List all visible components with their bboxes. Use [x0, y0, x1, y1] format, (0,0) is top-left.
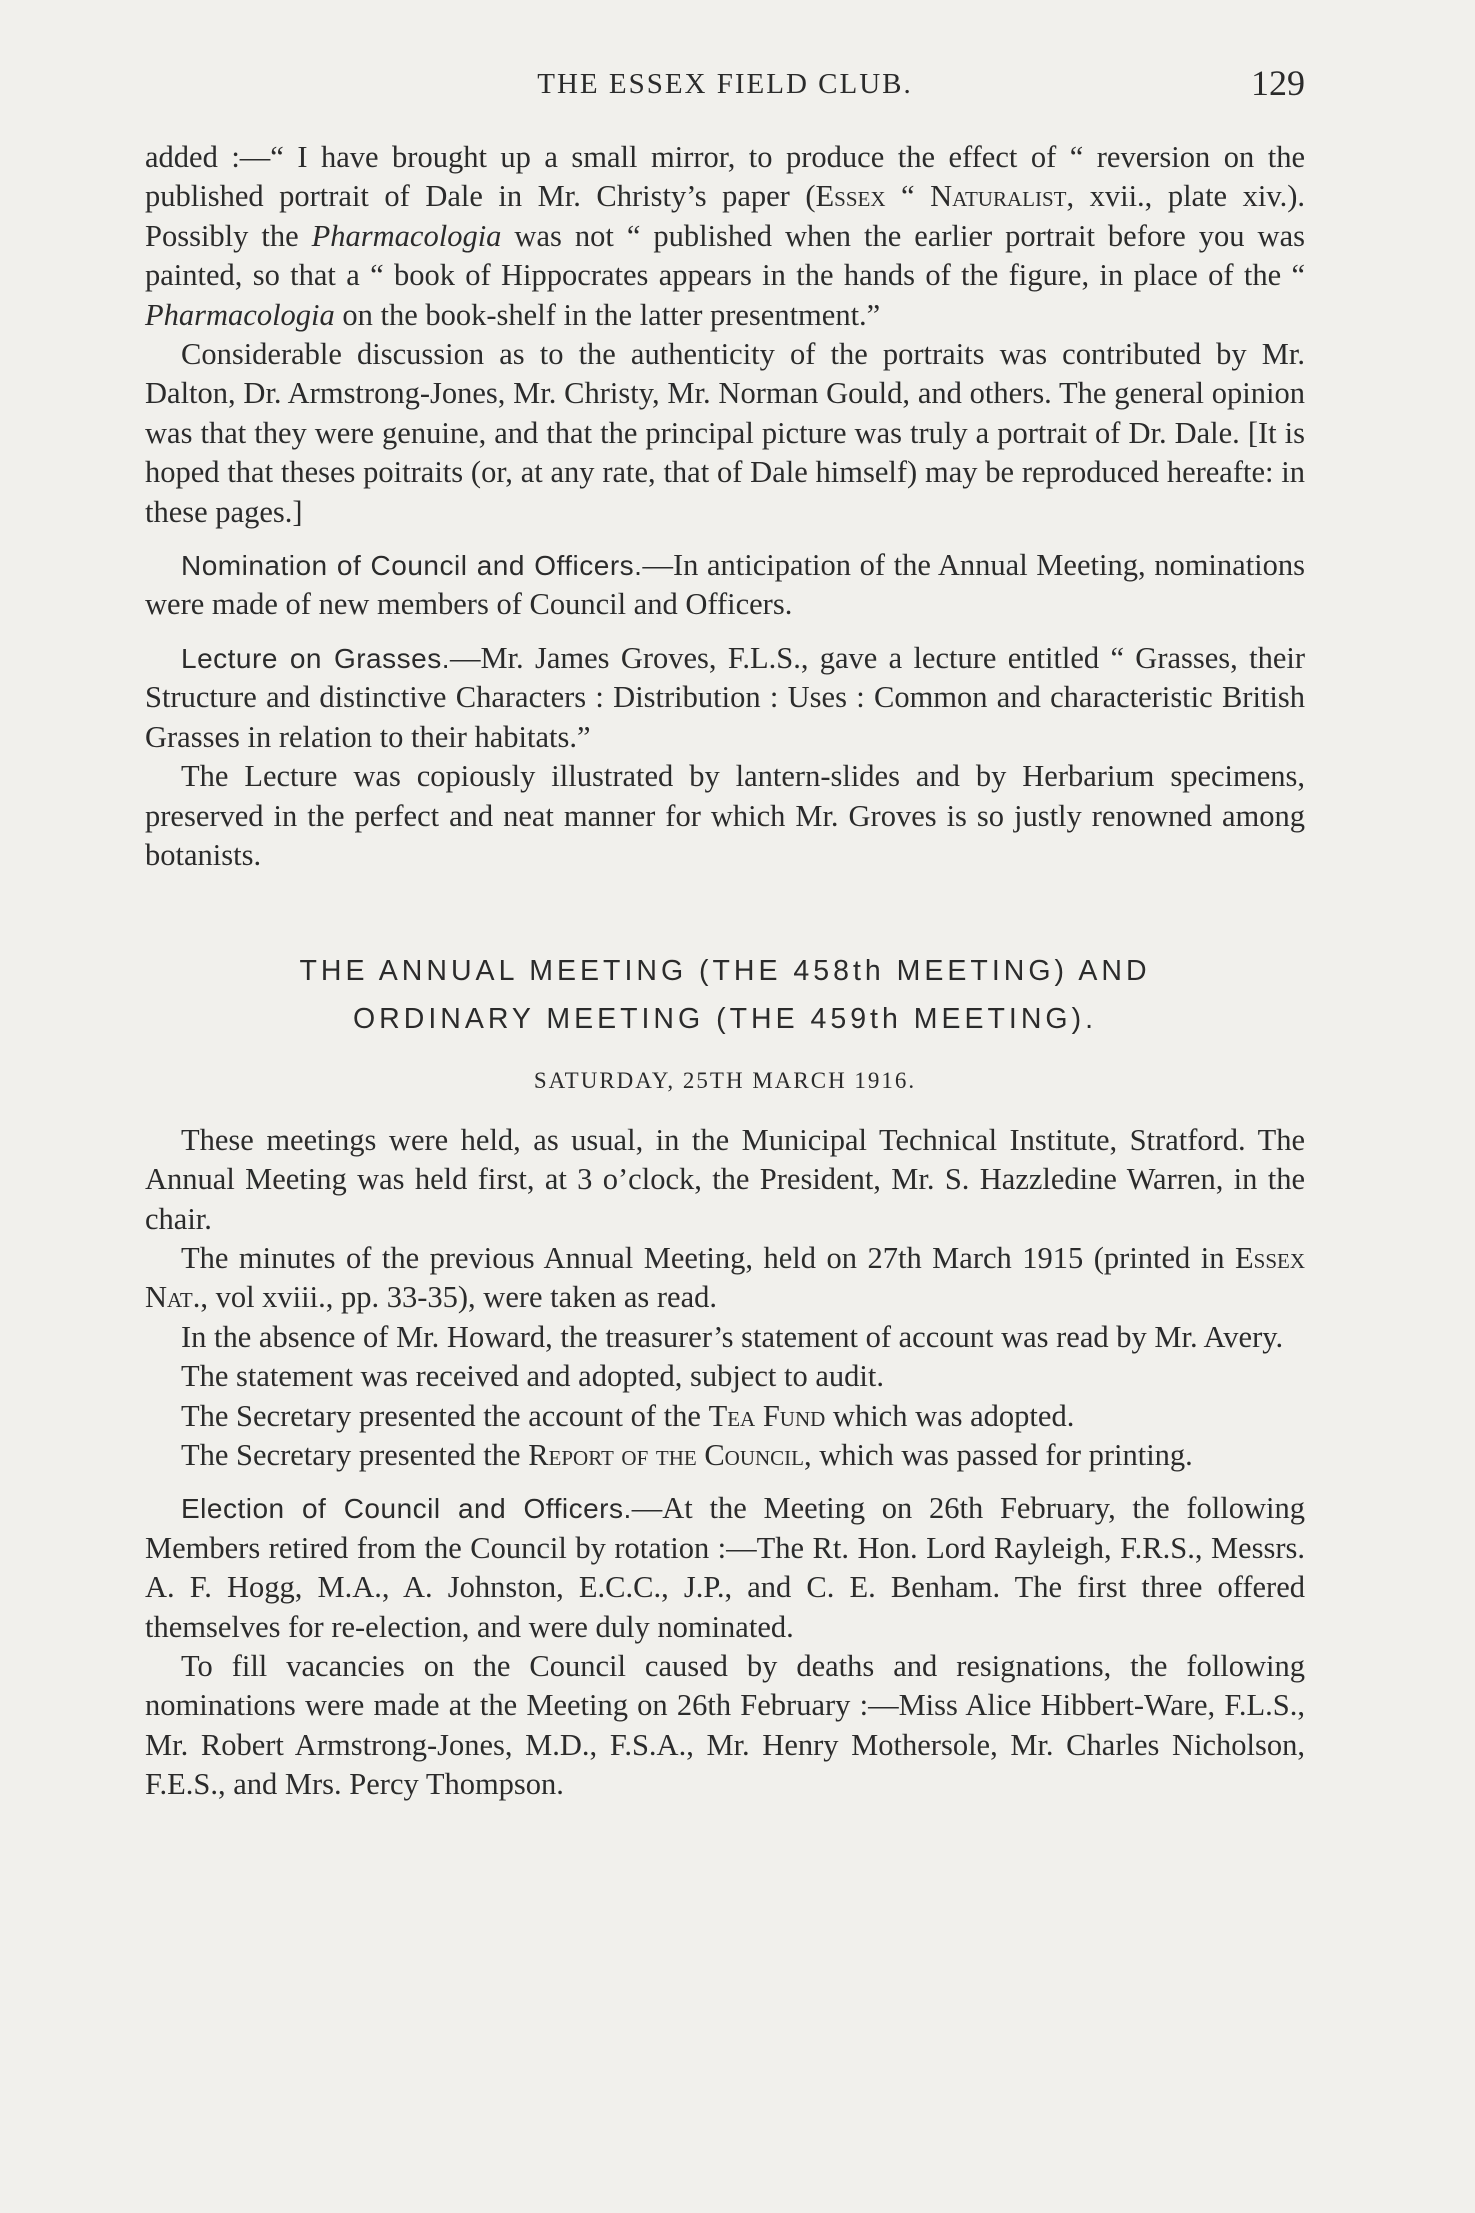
small-caps-run: Essex Nat. [145, 1240, 1305, 1315]
text-run: , vol xviii., pp. 33-35), were taken as read. [200, 1280, 717, 1315]
text-run: The Secretary presented the account of the [181, 1398, 709, 1433]
page-body [145, 138, 1305, 1805]
text-run: “ [901, 179, 931, 214]
page-number: 129 [1251, 63, 1305, 103]
absence-paragraph: In the absence of Mr. Howard, the treasurer’s statement of account was read by Mr. Avery. [181, 1319, 1284, 1354]
text-run: —In anticipation of the Annual Meeting, nominations were made of new members of Council and Officers. [145, 548, 1306, 622]
small-caps-run: Report of the Council [528, 1437, 804, 1472]
small-caps-run: Essex [815, 179, 886, 214]
lecture-illustrated-paragraph: The Lecture was copiously illustrated by lantern-slides and by Herbarium specimens, preserved in the perfect and neat manner for which Mr. Groves is so justly renowned among botanists. [145, 759, 1305, 872]
election-paragraph [145, 1489, 1305, 1647]
text-run: , xvii., plate xiv.). Possibly the [145, 179, 1306, 253]
section-heading-line-1: THE ANNUAL MEETING (THE 458th MEETING) AND [299, 955, 1151, 988]
nomination-paragraph [145, 546, 1305, 625]
lecture-lead: Lecture on Grasses. [181, 642, 450, 674]
text-run: on the book-shelf in the latter presentment.” [334, 297, 881, 332]
report-paragraph [145, 1436, 1305, 1475]
text-run: was not “ published when the earlier portrait before you was painted, so that a “ book of Hippocrates appears in the hands of the figure, in place of the “ [145, 218, 1305, 293]
election-lead: Election of Council and Officers. [181, 1493, 632, 1525]
small-caps-run: Tea Fund [708, 1398, 826, 1433]
text-run: added :—“ I have brought up a small mirror, to produce the effect of “ reversion on the published portrait of Dale in Mr. Christy’s paper ( [145, 140, 1305, 214]
discussion-paragraph: Considerable discussion as to the authenticity of the portraits was contributed by Mr. Dalton, Dr. Armstrong-Jones, Mr. Christy, Mr. Norman Gould, and others. The general opinion was that they were genuine, and that the principal picture was truly a portrait of Dr. Dale. [It is hoped that theses poitraits (or, at any rate, that of Dale himself) may be reproduced hereafte: in these pages.] [145, 337, 1305, 529]
running-head: THE ESSEX FIELD CLUB. [537, 68, 913, 100]
text-run: The Secretary presented the [181, 1437, 529, 1472]
italic-run: Pharmacologia [311, 218, 502, 253]
vacancies-paragraph: To fill vacancies on the Council caused by deaths and resignations, the following nominations were made at the Meeting on 26th February :—Miss Alice Hibbert-Ware, F.L.S., Mr. Robert Armstrong-Jones, M.D., F.S.A., Mr. Henry Mothersole, Mr. Charles Nicholson, F.E.S., and Mrs. Percy Thompson. [145, 1649, 1305, 1802]
text-run: —Mr. James Groves, F.L.S., gave a lecture entitled “ Grasses, their Structure and distinctive Characters : Distribution : Uses : Common and characteristic British Grasses in relation to their habitats.” [145, 640, 1305, 754]
meetings-held-paragraph: These meetings were held, as usual, in the Municipal Technical Institute, Stratford. The Annual Meeting was held first, at 3 o’clock, the President, Mr. S. Hazzledine Warren, in the chair. [145, 1122, 1305, 1236]
section-heading [145, 947, 1305, 1043]
tea-fund-paragraph [145, 1397, 1305, 1436]
lecture-paragraph [145, 639, 1305, 757]
text-run: —At the Meeting on 26th February, the following Members retired from the Council by rotation :—The Rt. Hon. Lord Rayleigh, F.R.S., Messrs. A. F. Hogg, M.A., A. Johnston, E.C.C., J.P., and C. E. Benham. The first three offered themselves for re-election, and were duly nominated. [145, 1491, 1305, 1644]
page-header [145, 62, 1305, 112]
italic-run: Pharmacologia [145, 297, 335, 332]
small-caps-run: Naturalist [930, 179, 1067, 214]
text-run: , which was passed for printing. [804, 1437, 1193, 1472]
text-run: which was adopted. [825, 1398, 1075, 1433]
section-heading-line-2: ORDINARY MEETING (THE 459th MEETING). [353, 1003, 1097, 1036]
statement-paragraph: The statement was received and adopted, subject to audit. [181, 1359, 884, 1394]
meeting-date: SATURDAY, 25TH MARCH 1916. [533, 1068, 917, 1094]
nomination-lead: Nomination of Council and Officers. [181, 550, 643, 582]
text-run: The minutes of the previous Annual Meeting, held on 27th March 1915 (printed in [181, 1240, 1236, 1275]
quoted-passage [145, 138, 1305, 335]
minutes-paragraph [145, 1239, 1305, 1318]
